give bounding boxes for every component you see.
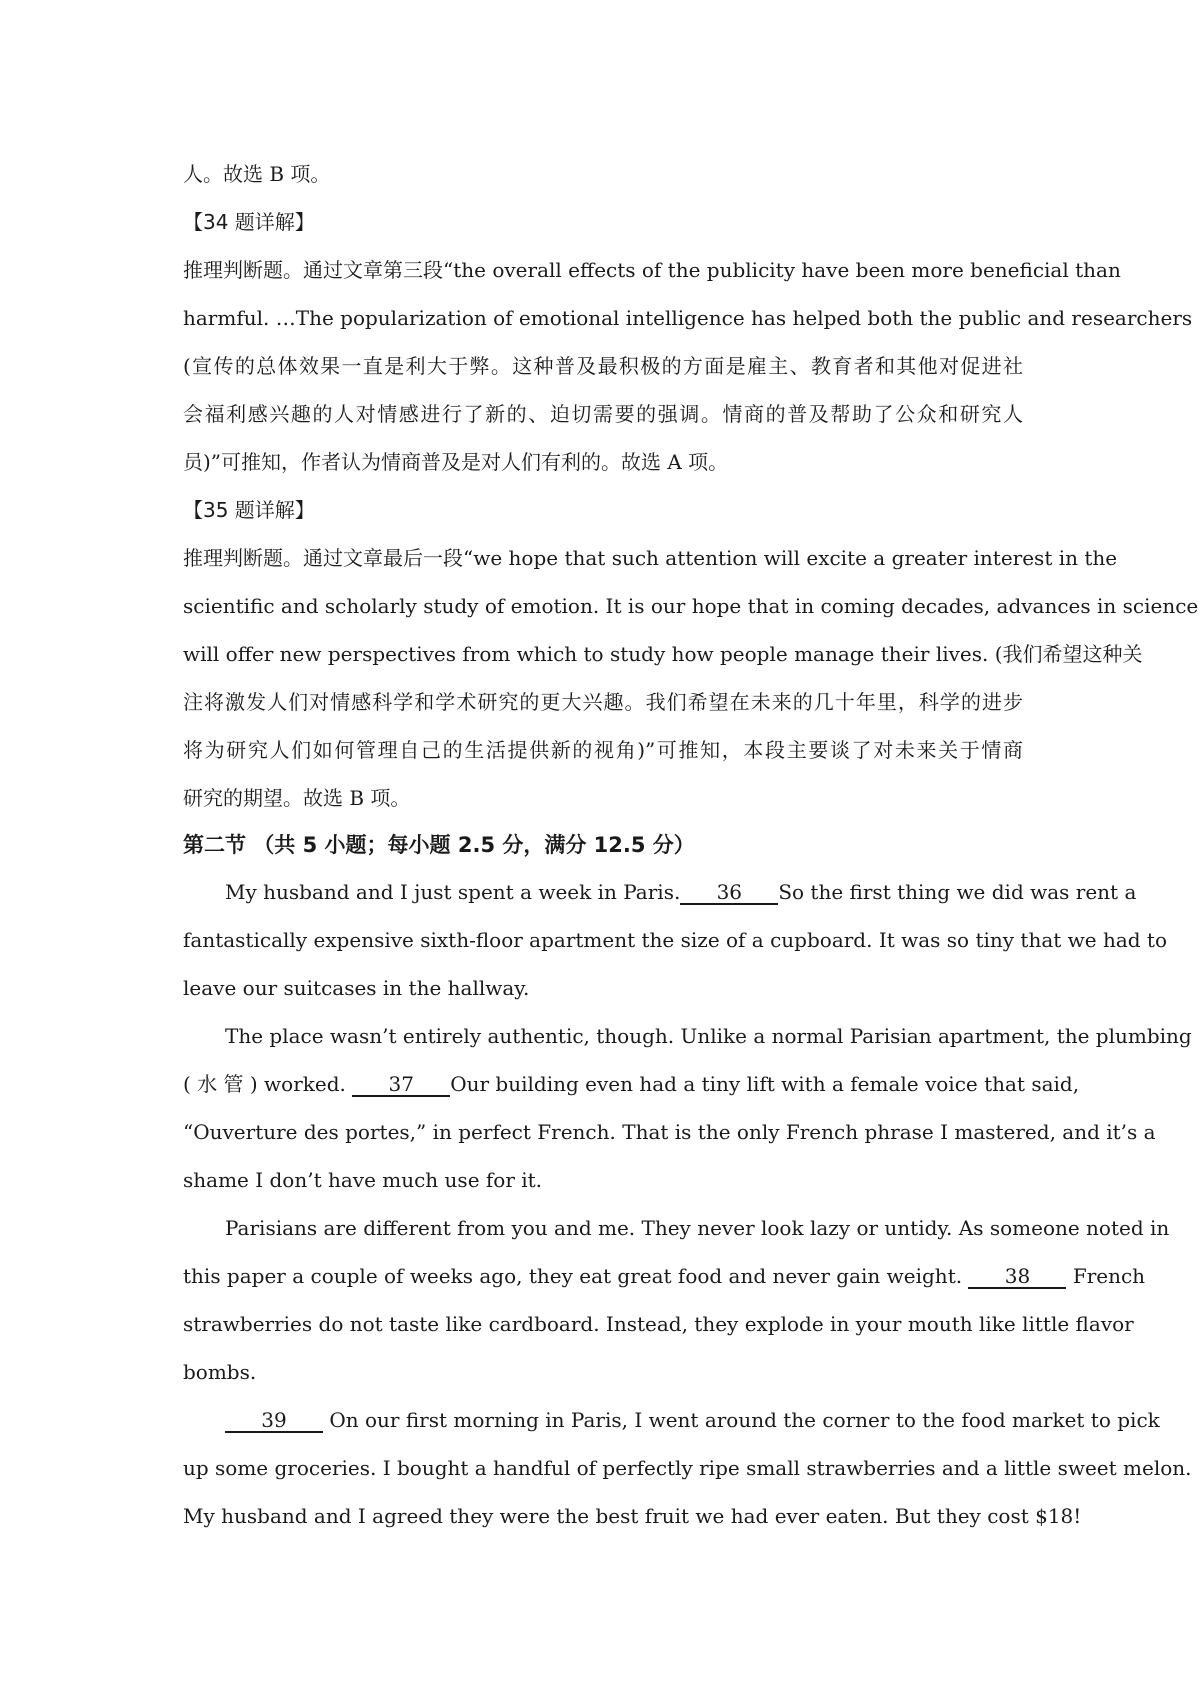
q35-heading: 【35 题详解】: [183, 498, 315, 522]
q35-line-5: 将为研究人们如何管理自己的生活提供新的视角)”可推知，本段主要谈了对未来关于情商: [183, 738, 1023, 762]
passage-p4-line-2: up some groceries. I bought a handful of perfectly ripe small strawberries and a little sweet melon.: [183, 1456, 1192, 1480]
q35-line-2: scientific and scholarly study of emotion. It is our hope that in coming decades, advances in science: [183, 594, 1199, 618]
passage-p2-line-1: The place wasn’t entirely authentic, though. Unlike a normal Parisian apartment, the plumbing: [225, 1024, 1192, 1048]
q34-line-4: 会福利感兴趣的人对情感进行了新的、迫切需要的强调。情商的普及帮助了公众和研究人: [183, 402, 1023, 426]
blank-36: 36: [680, 881, 778, 905]
blank-37: 37: [352, 1073, 450, 1097]
passage-p4-line-3: My husband and I agreed they were the best fruit we had ever eaten. But they cost $18!: [183, 1504, 1082, 1528]
passage-p2-line-2: [183, 1060, 1080, 1108]
q34-line-5: 员)”可推知，作者认为情商普及是对人们有利的。故选 A 项。: [183, 450, 729, 474]
text-run: ( 水 管 ) worked.: [183, 1072, 346, 1096]
q34-heading: 【34 题详解】: [183, 210, 315, 234]
passage-p1-line-3: leave our suitcases in the hallway.: [183, 976, 530, 1000]
passage-p3-line-4: bombs.: [183, 1360, 257, 1384]
passage-p3-line-1: Parisians are different from you and me. They never look lazy or untidy. As someone noted in: [225, 1216, 1170, 1240]
document-page: [183, 150, 1199, 1540]
passage-p4-line-1: [183, 1396, 1160, 1444]
blank-38: 38: [968, 1265, 1066, 1289]
q35-line-3: will offer new perspectives from which to study how people manage their lives. (我们希望这种关: [183, 642, 1143, 666]
text-run: French: [1072, 1264, 1146, 1288]
passage-p1-line-1: [183, 868, 1137, 916]
passage-p1-line-2: fantastically expensive sixth-floor apartment the size of a cupboard. It was so tiny that we had to: [183, 928, 1168, 952]
text-run: So the first thing we did was rent a: [778, 880, 1137, 904]
q35-line-4: 注将激发人们对情感科学和学术研究的更大兴趣。我们希望在未来的几十年里，科学的进步: [183, 690, 1023, 714]
passage-p3-line-2: [183, 1252, 1146, 1300]
q35-line-1: 推理判断题。通过文章最后一段“we hope that such attention will excite a greater interest in the: [183, 546, 1118, 570]
text-run: On our first morning in Paris, I went around the corner to the food market to pick: [329, 1408, 1160, 1432]
blank-39: 39: [225, 1409, 323, 1433]
section-title: 第二节 （共 5 小题；每小题 2.5 分，满分 12.5 分）: [183, 833, 695, 857]
passage-p3-line-3: strawberries do not taste like cardboard. Instead, they explode in your mouth like little flavor: [183, 1312, 1134, 1336]
text-run: Our building even had a tiny lift with a female voice that said,: [450, 1072, 1080, 1096]
text-run: My husband and I just spent a week in Paris.: [225, 880, 681, 904]
passage-p2-line-3: “Ouverture des portes,” in perfect French. That is the only French phrase I mastered, and it’s a: [183, 1120, 1156, 1144]
q34-line-2: harmful. …The popularization of emotional intelligence has helped both the public and researchers: [183, 306, 1193, 330]
text-run: this paper a couple of weeks ago, they eat great food and never gain weight.: [183, 1264, 963, 1288]
text-line: 人。故选 B 项。: [183, 162, 331, 186]
q34-line-1: 推理判断题。通过文章第三段“the overall effects of the publicity have been more beneficial than: [183, 258, 1121, 282]
passage-p2-line-4: shame I don’t have much use for it.: [183, 1168, 543, 1192]
q34-line-3: (宣传的总体效果一直是利大于弊。这种普及最积极的方面是雇主、教育者和其他对促进社: [183, 354, 1023, 378]
q35-line-6: 研究的期望。故选 B 项。: [183, 786, 411, 810]
